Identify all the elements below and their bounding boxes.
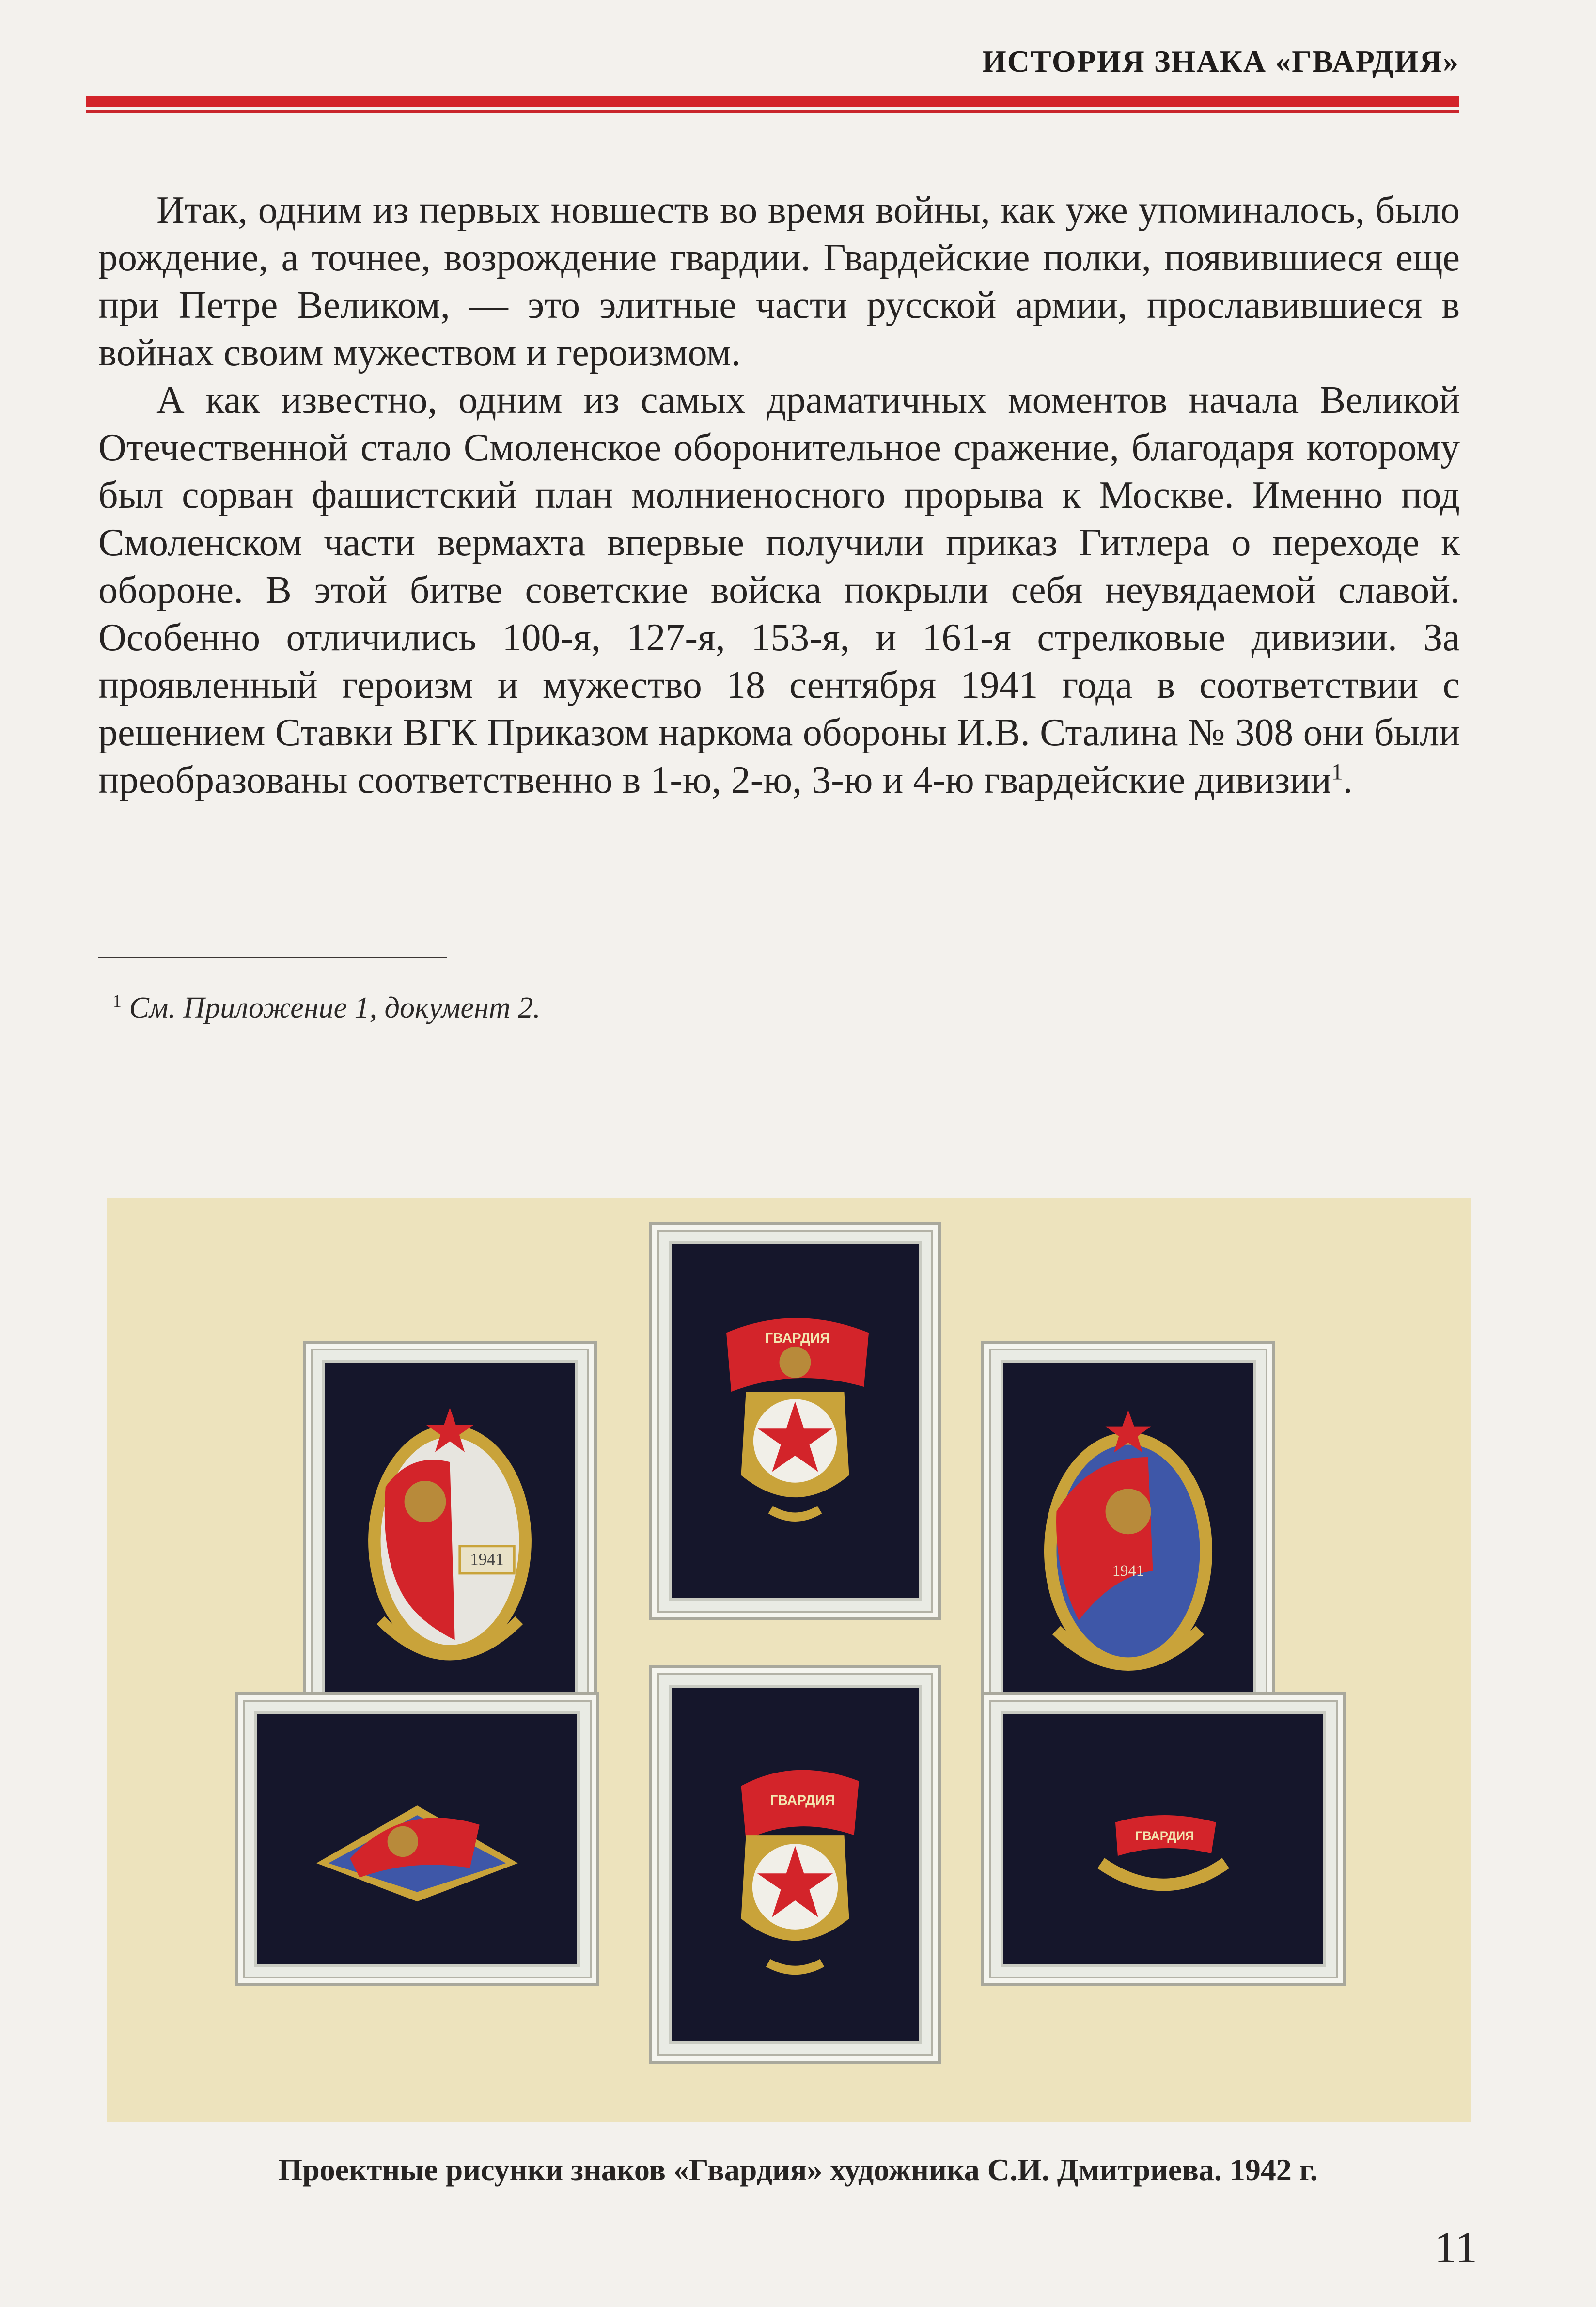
badge-mount-1 (303, 1341, 597, 1742)
badge-3-image (1003, 1363, 1253, 1719)
body-text (98, 187, 1460, 804)
header-rule-thin (86, 110, 1459, 113)
badge-2-image (672, 1244, 919, 1598)
badge-4-image (257, 1714, 577, 1964)
footnote-reference[interactable]: 1 (1331, 759, 1343, 785)
badge-2-banner-text: ГВАРДИЯ (765, 1330, 830, 1346)
badge-mount-2 (649, 1222, 941, 1620)
badge-5-banner-text: ГВАРДИЯ (770, 1792, 835, 1808)
badge-5-image (672, 1688, 919, 2041)
footnote (112, 991, 541, 1025)
badge-mount-5 (649, 1665, 941, 2064)
badge-3-year: 1941 (1112, 1562, 1144, 1580)
paragraph-2: А как известно, одним из самых драматичных моментов начала Великой Отечественной стало Смоленское оборонительное сражение, благодаря которому был сорван фашистский план молниеносного прорыва к Москве. Именно под Смоленском части вермахта впервые получили приказ Гитлера о переходе к обороне. В этой битве советские войска покрыли себя неувядаемой славой. Особенно отличились 100-я, 127-я, 153-я, и 161-я стрелковые дивизии. За проявленный героизм и мужество 18 сентября 1941 года в соответствии с решением Ставки ВГК Приказом наркома обороны И.В. Сталина № 308 они были преобразованы соответственно в 1-ю, 2-ю, 3-ю и 4-ю гвардейские дивизии$^1$. (98, 379, 1460, 801)
footnote-text: См. Приложение 1, документ 2. (129, 991, 541, 1024)
badge-1-image (325, 1363, 575, 1719)
paragraph-1: Итак, одним из первых новшеств во время войны, как уже упоминалось, было рождение, а точнее, возрождение гвардии. Гвардейские полки, появившиеся еще при Петре Великом, — это элитные части русской армии, прославившиеся в войнах своим мужеством и героизмом. (98, 189, 1460, 374)
badge-mount-4 (235, 1692, 599, 1986)
badge-mount-3 (981, 1341, 1275, 1742)
header-rule-thick (86, 96, 1459, 107)
paragraph-2-text: А как известно, одним из самых драматичных моментов начала Великой Отечественной стало Смоленское оборонительное сражение, благодаря которому был сорван фашистский план молниеносного прорыва к Москве. Именно под Смоленском части вермахта впервые получили приказ Гитлера о переходе к обороне. В этой битве советские войска покрыли себя неувядаемой славой. Особенно отличились 100-я, 127-я, 153-я, и 161-я стрелковые дивизии. За проявленный героизм и мужество 18 сентября 1941 года в соответствии с решением Ставки ВГК Приказом наркома обороны И.В. Сталина № 308 они были преобразованы соответственно в 1-ю, 2-ю, 3-ю и 4-ю гвардейские дивизии (98, 379, 1460, 801)
badge-design-plate (107, 1198, 1471, 2122)
badge-mount-6 (981, 1692, 1346, 1986)
running-header: ИСТОРИЯ ЗНАКА «ГВАРДИЯ» (982, 44, 1459, 78)
badge-6-banner-text: ГВАРДИЯ (1135, 1829, 1194, 1843)
badge-6-image (1003, 1714, 1323, 1964)
badge-1-year: 1941 (470, 1550, 504, 1569)
footnote-marker: 1 (112, 991, 122, 1012)
footnote-rule (98, 957, 447, 958)
page-number: 11 (1434, 2223, 1477, 2272)
figure-caption: Проектные рисунки знаков «Гвардия» художника С.И. Дмитриева. 1942 г. (278, 2152, 1318, 2187)
